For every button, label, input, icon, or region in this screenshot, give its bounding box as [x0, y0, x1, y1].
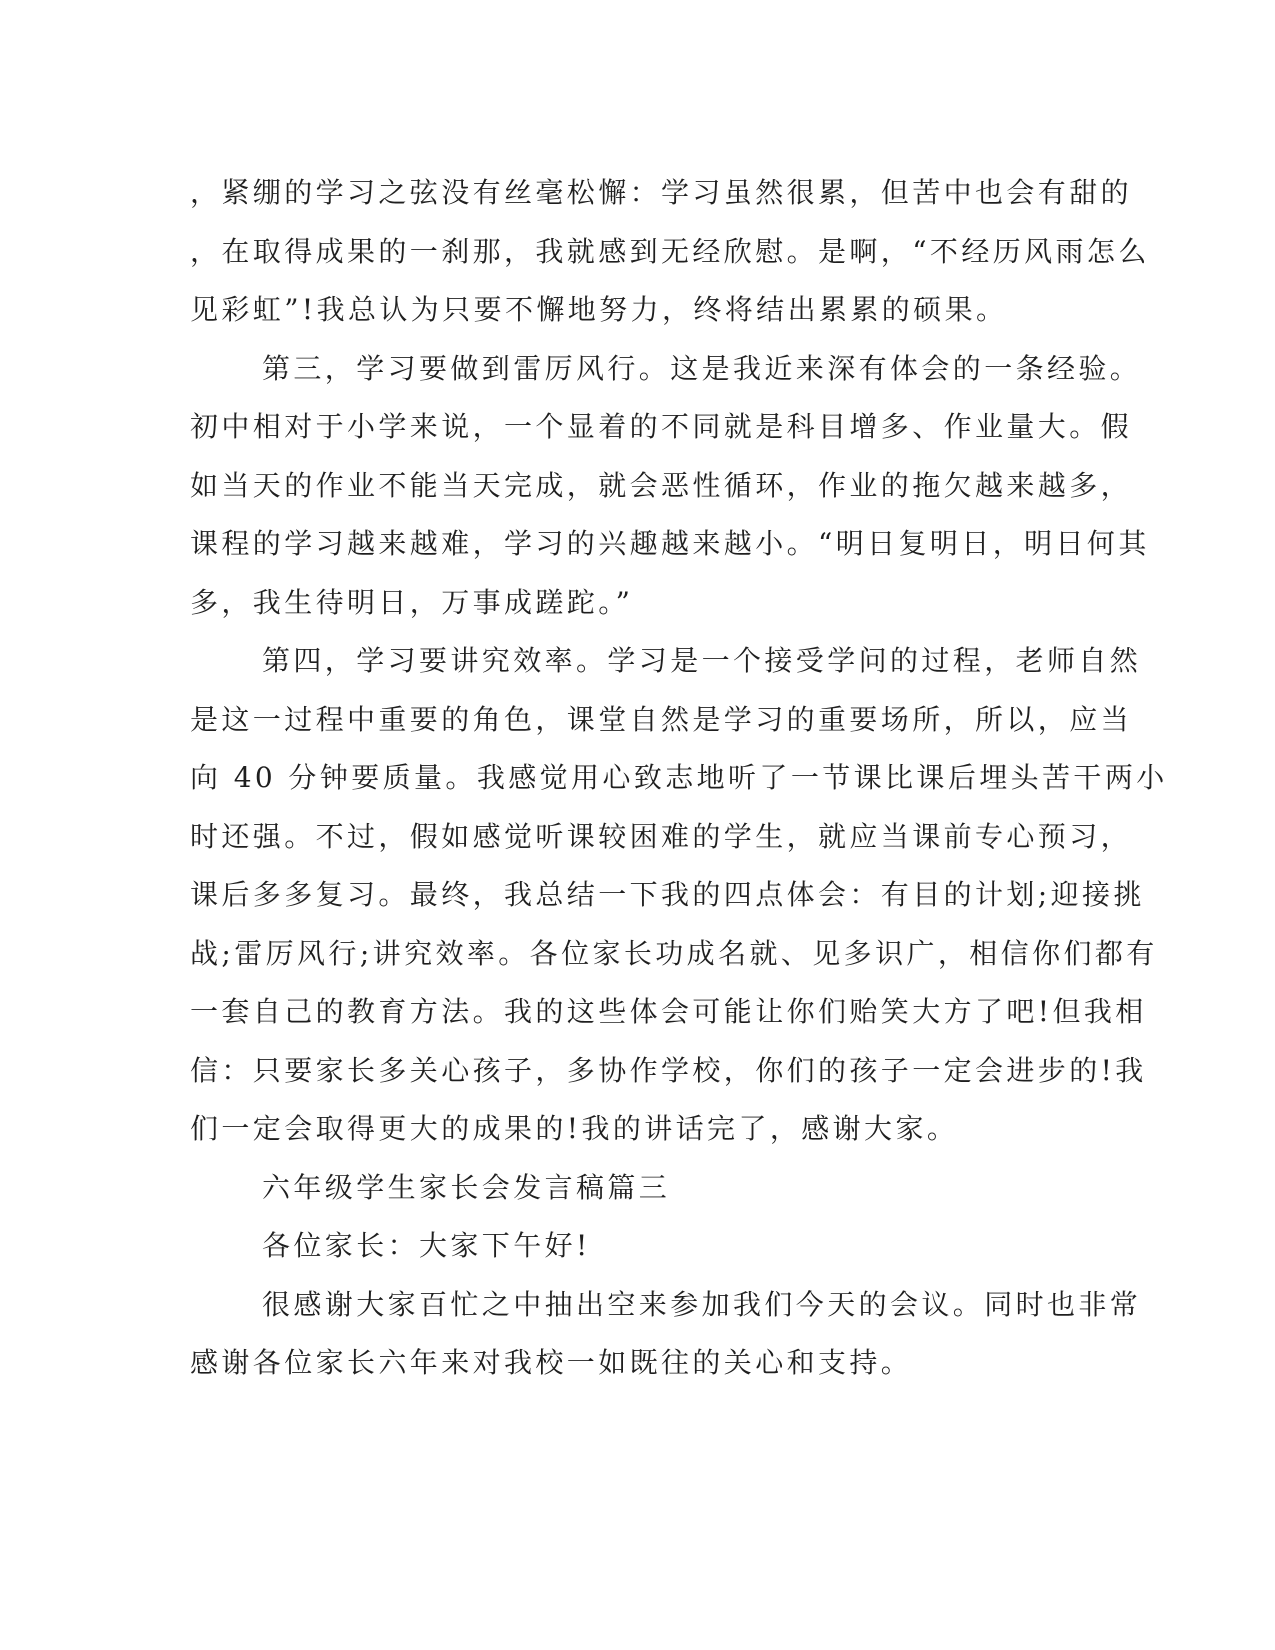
text-line: 战;雷厉风行;讲究效率。各位家长功成名就、见多识广，相信你们都有 — [190, 936, 1158, 970]
text-line: 初中相对于小学来说，一个显着的不同就是科目增多、作业量大。假 — [190, 410, 1133, 443]
paragraph-start-line: 第四，学习要讲究效率。学习是一个接受学问的过程，老师自然 — [262, 644, 1142, 677]
text-line: 一套自己的教育方法。我的这些体会可能让你们贻笑大方了吧!但我相 — [190, 995, 1147, 1028]
salutation-line: 各位家长：大家下午好! — [262, 1229, 591, 1262]
paragraph-start-line: 很感谢大家百忙之中抽出空来参加我们今天的会议。同时也非常 — [262, 1287, 1142, 1321]
text-line: 信：只要家长多关心孩子，多协作学校，你们的孩子一定会进步的!我 — [190, 1053, 1147, 1087]
text-line: 课程的学习越来越难，学习的兴趣越来越小。“明日复明日，明日何其 — [190, 527, 1150, 560]
text-line: 课后多多复习。最终，我总结一下我的四点体会：有目的计划;迎接挑 — [190, 878, 1145, 911]
text-line: 感谢各位家长六年来对我校一如既往的关心和支持。 — [190, 1346, 913, 1379]
document-body — [190, 164, 1168, 1393]
text-line: 见彩虹”!我总认为只要不懈地努力，终将结出累累的硕果。 — [190, 293, 1008, 326]
paragraph-start-line: 第三，学习要做到雷厉风行。这是我近来深有体会的一条经验。 — [262, 351, 1142, 385]
text-line: ，紧绷的学习之弦没有丝毫松懈：学习虽然很累，但苦中也会有甜的 — [190, 176, 1133, 209]
text-line: 是这一过程中重要的角色，课堂自然是学习的重要场所，所以，应当 — [190, 702, 1133, 736]
text-line: 多，我生待明日，万事成蹉跎。” — [190, 585, 634, 619]
text-line: 如当天的作业不能当天完成，就会恶性循环，作业的拖欠越来越多， — [190, 468, 1133, 502]
text-line: 们一定会取得更大的成果的!我的讲话完了，感谢大家。 — [190, 1112, 959, 1145]
text-line: ，在取得成果的一刹那，我就感到无经欣慰。是啊，“不经历风雨怎么 — [190, 234, 1150, 268]
text-line: 向 40 分钟要质量。我感觉用心致志地听了一节课比课后埋头苦干两小 — [190, 761, 1168, 794]
section-heading: 六年级学生家长会发言稿篇三 — [262, 1170, 671, 1204]
text-line: 时还强。不过，假如感觉听课较困难的学生，就应当课前专心预习， — [190, 819, 1133, 853]
